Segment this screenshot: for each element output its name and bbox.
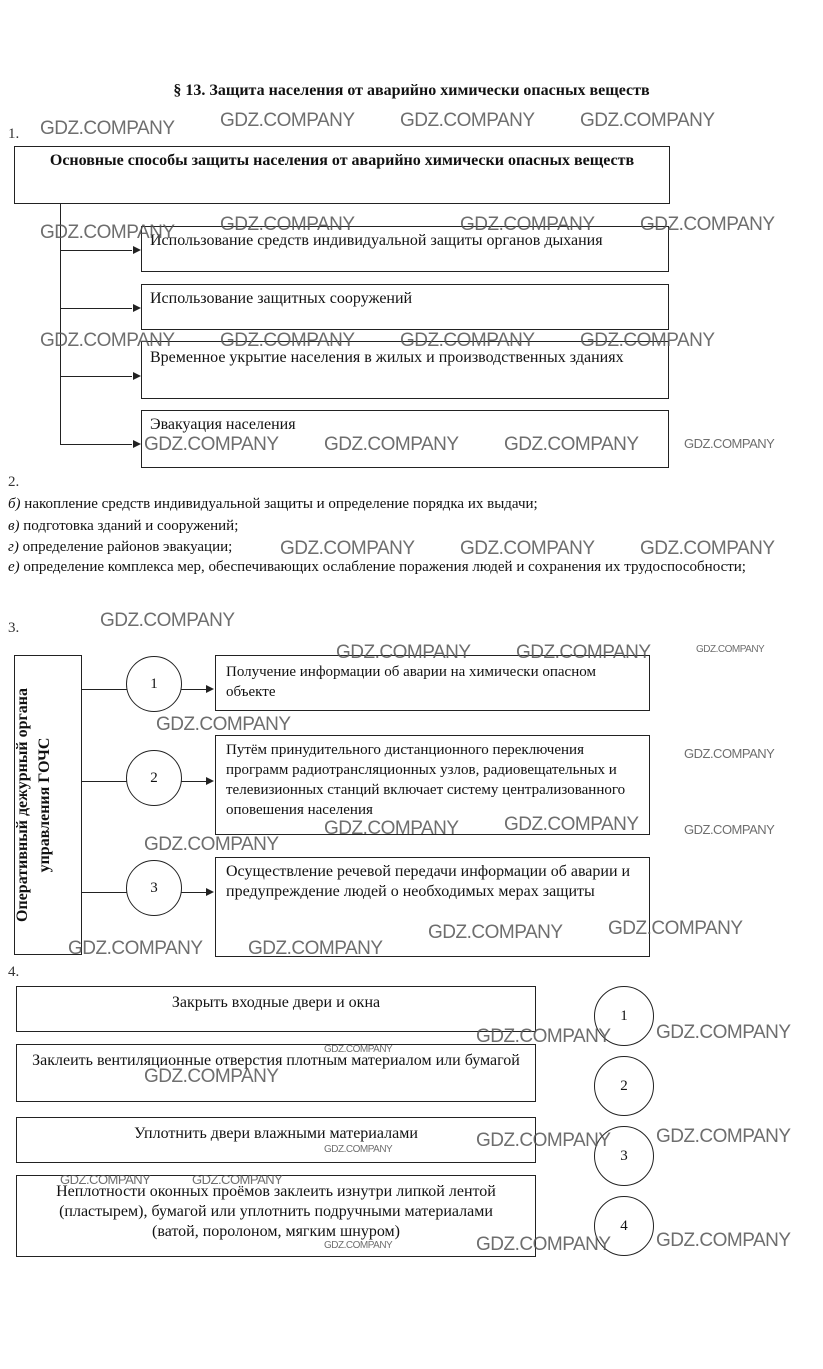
list-text: накопление средств индивидуальной защиты и определение порядка их выдачи; bbox=[24, 496, 538, 512]
watermark: GDZ.COMPANY bbox=[40, 222, 175, 243]
step-text: Осуществление речевой передачи информации об аварии и предупреждение людей о необходимых мерах защиты bbox=[226, 863, 631, 900]
connector-line bbox=[60, 308, 132, 309]
method-text: Использование защитных сооружений bbox=[150, 290, 413, 307]
watermark: GDZ.COMPANY bbox=[400, 330, 535, 351]
step-number: 2 bbox=[150, 769, 158, 786]
step-text: Путём принудительного дистанционного переключения программ радиотрансляционных узлов, радиовещательных и телевизионных станций включает систему централизованного оповешения населения bbox=[226, 742, 626, 818]
protection-methods-heading: Основные способы защиты населения от аварийно химически опасных веществ bbox=[49, 152, 635, 169]
watermark: GDZ.COMPANY bbox=[476, 1130, 611, 1151]
watermark: GDZ.COMPANY bbox=[40, 330, 175, 351]
list-item bbox=[8, 557, 808, 577]
watermark: GDZ.COMPANY bbox=[580, 330, 715, 351]
order-number-circle bbox=[594, 1056, 654, 1116]
watermark: GDZ.COMPANY bbox=[656, 1022, 791, 1043]
watermark: GDZ.COMPANY bbox=[640, 214, 775, 235]
duty-officer-label: Оперативный дежурный органа управления ГОЧС bbox=[14, 688, 53, 922]
section-1-number: 1. bbox=[8, 126, 20, 142]
page-title: § 13. Защита населения от аварийно химически опасных веществ bbox=[173, 82, 650, 99]
watermark: GDZ.COMPANY bbox=[220, 330, 355, 351]
watermark: GDZ.COMPANY bbox=[516, 642, 651, 663]
step-number: 3 bbox=[150, 879, 158, 896]
method-box bbox=[141, 284, 669, 330]
step-number-circle bbox=[126, 656, 182, 712]
watermark: GDZ.COMPANY bbox=[144, 434, 279, 455]
order-number: 4 bbox=[620, 1217, 628, 1234]
watermark: GDZ.COMPANY bbox=[220, 214, 355, 235]
connector-line bbox=[60, 376, 132, 377]
watermark: GDZ.COMPANY bbox=[460, 214, 595, 235]
watermark: GDZ.COMPANY bbox=[336, 642, 471, 663]
action-text: Уплотнить двери влажными материалами bbox=[134, 1125, 418, 1142]
arrow-icon bbox=[206, 888, 214, 896]
step-number-circle bbox=[126, 860, 182, 916]
watermark: GDZ.COMPANY bbox=[324, 1044, 393, 1055]
list-letter: г) bbox=[8, 539, 19, 555]
arrow-icon bbox=[133, 304, 141, 312]
list-item bbox=[8, 494, 808, 514]
watermark: GDZ.COMPANY bbox=[144, 834, 279, 855]
watermark: GDZ.COMPANY bbox=[156, 714, 291, 735]
arrow-icon bbox=[133, 440, 141, 448]
watermark: GDZ.COMPANY bbox=[696, 644, 765, 655]
watermark: GDZ.COMPANY bbox=[68, 938, 203, 959]
arrow-icon bbox=[206, 777, 214, 785]
step-number-circle bbox=[126, 750, 182, 806]
watermark: GDZ.COMPANY bbox=[100, 610, 235, 631]
arrow-icon bbox=[206, 685, 214, 693]
action-text: Неплотности оконных проёмов заклеить изнутри липкой лентой (пластырем), бумагой или уплотнить подручными материалами (ватой, поролоном, мягким шнуром) bbox=[56, 1183, 496, 1240]
list-item bbox=[8, 516, 808, 536]
watermark: GDZ.COMPANY bbox=[192, 1172, 283, 1187]
watermark: GDZ.COMPANY bbox=[220, 110, 355, 131]
watermark: GDZ.COMPANY bbox=[324, 1240, 393, 1251]
watermark: GDZ.COMPANY bbox=[640, 538, 775, 559]
step-text: Получение информации об аварии на химически опасном объекте bbox=[226, 664, 596, 700]
watermark: GDZ.COMPANY bbox=[580, 110, 715, 131]
action-text: Закрыть входные двери и окна bbox=[171, 994, 381, 1011]
section-4-number: 4. bbox=[8, 964, 20, 980]
action-text: Заклеить вентиляционные отверстия плотным материалом или бумагой bbox=[32, 1052, 520, 1069]
section-3-number: 3. bbox=[8, 620, 20, 636]
list-text: определение комплекса мер, обеспечивающих ослабление поражения людей и сохранения их трудоспособности; bbox=[23, 559, 746, 575]
watermark: GDZ.COMPANY bbox=[280, 538, 415, 559]
watermark: GDZ.COMPANY bbox=[324, 818, 459, 839]
watermark: GDZ.COMPANY bbox=[40, 118, 175, 139]
watermark: GDZ.COMPANY bbox=[504, 814, 639, 835]
watermark: GDZ.COMPANY bbox=[656, 1230, 791, 1251]
watermark: GDZ.COMPANY bbox=[656, 1126, 791, 1147]
list-text: определение районов эвакуации; bbox=[22, 539, 233, 555]
action-box bbox=[16, 1117, 536, 1163]
list-letter: б) bbox=[8, 496, 21, 512]
list-letter: в) bbox=[8, 518, 20, 534]
watermark: GDZ.COMPANY bbox=[428, 922, 563, 943]
action-box bbox=[16, 986, 536, 1032]
watermark: GDZ.COMPANY bbox=[144, 1066, 279, 1087]
watermark: GDZ.COMPANY bbox=[248, 938, 383, 959]
action-box bbox=[16, 1175, 536, 1257]
watermark: GDZ.COMPANY bbox=[476, 1026, 611, 1047]
watermark: GDZ.COMPANY bbox=[684, 746, 775, 761]
watermark: GDZ.COMPANY bbox=[684, 822, 775, 837]
watermark: GDZ.COMPANY bbox=[684, 436, 775, 451]
method-text: Временное укрытие населения в жилых и производственных зданиях bbox=[150, 349, 624, 366]
section-2-number: 2. bbox=[8, 474, 20, 490]
watermark: GDZ.COMPANY bbox=[60, 1172, 151, 1187]
watermark: GDZ.COMPANY bbox=[460, 538, 595, 559]
watermark: GDZ.COMPANY bbox=[324, 1144, 393, 1155]
arrow-icon bbox=[133, 246, 141, 254]
step-number: 1 bbox=[150, 675, 158, 692]
method-text: Эвакуация населения bbox=[150, 416, 296, 433]
order-number: 2 bbox=[620, 1077, 628, 1094]
watermark: GDZ.COMPANY bbox=[504, 434, 639, 455]
watermark: GDZ.COMPANY bbox=[400, 110, 535, 131]
watermark: GDZ.COMPANY bbox=[608, 918, 743, 939]
connector-line bbox=[60, 250, 132, 251]
order-number: 1 bbox=[620, 1007, 628, 1024]
method-text: Использование средств индивидуальной защиты органов дыхания bbox=[150, 232, 603, 249]
protection-methods-heading-box bbox=[14, 146, 670, 204]
list-text: подготовка зданий и сооружений; bbox=[23, 518, 239, 534]
order-number: 3 bbox=[620, 1147, 628, 1164]
list-letter: е) bbox=[8, 559, 20, 575]
connector-line bbox=[60, 444, 132, 445]
watermark: GDZ.COMPANY bbox=[476, 1234, 611, 1255]
arrow-icon bbox=[133, 372, 141, 380]
watermark: GDZ.COMPANY bbox=[324, 434, 459, 455]
